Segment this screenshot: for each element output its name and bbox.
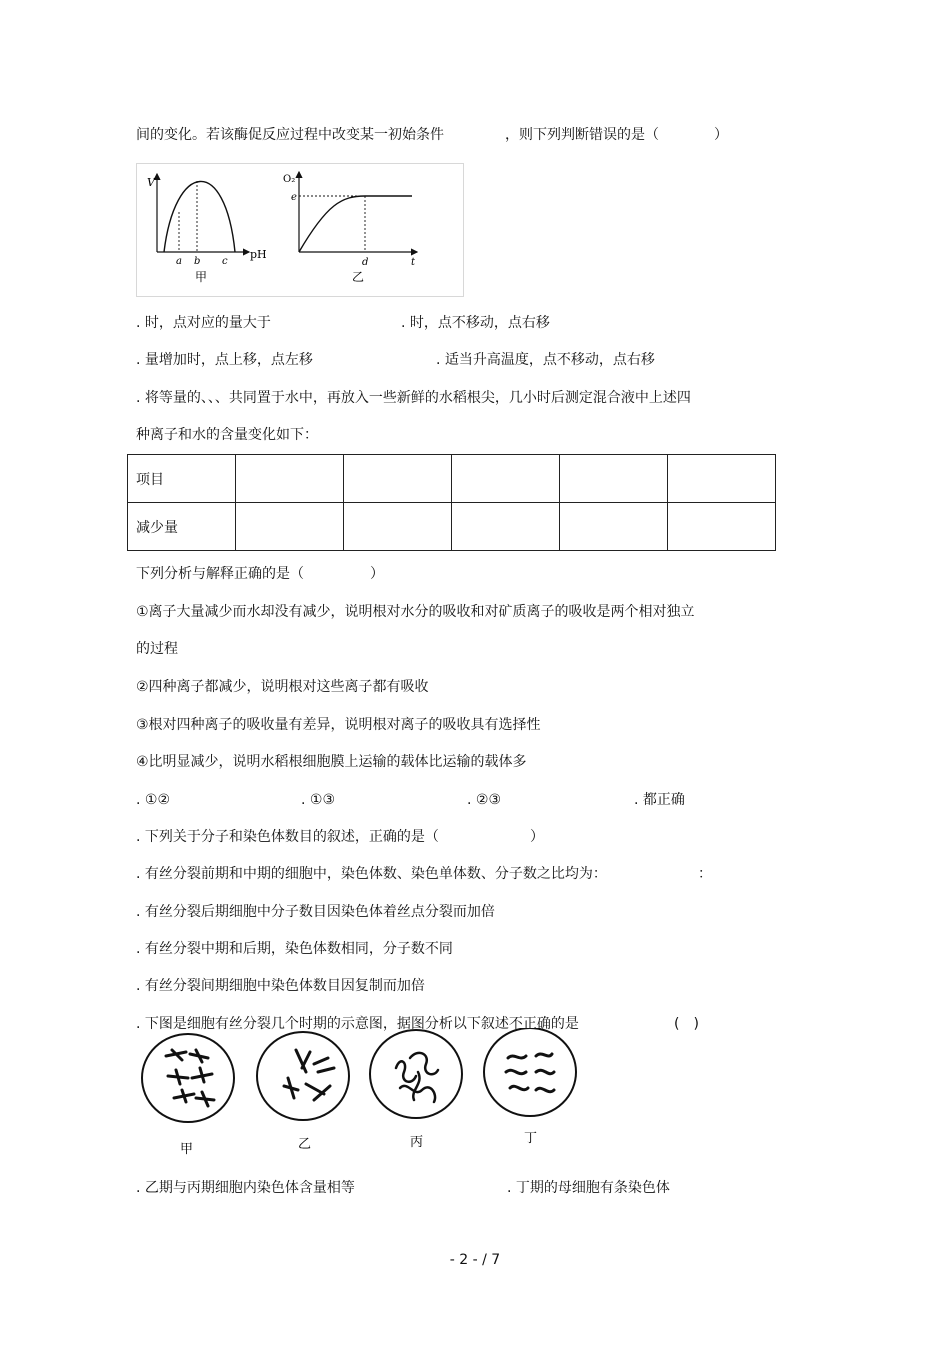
yi-tick-d: d — [362, 257, 369, 268]
graph-yi — [283, 172, 417, 284]
q2-option-d: . 都正确 — [634, 792, 685, 808]
q3-option-d: . 有丝分裂间期细胞中染色体数目因复制而加倍 — [136, 978, 425, 994]
yi-y-label: O₂ — [283, 174, 296, 185]
cell-ding-label: 丁 — [524, 1131, 538, 1146]
q2-stem-line2: 种离子和水的含量变化如下： — [136, 427, 318, 443]
enzyme-figure — [136, 163, 464, 297]
jia-tick-c: c — [222, 256, 228, 267]
jia-curve — [164, 181, 235, 252]
q2-stem-line1: . 将等量的、、、共同置于水中，再放入一些新鲜的水稻根尖，几小时后测定混合液中上述四 — [136, 390, 691, 406]
table-row — [128, 503, 776, 551]
q2-statement-4: ④比明显减少，说明水稻根细胞膜上运输的载体比运输的载体多 — [136, 754, 527, 770]
q1-option-c: . 量增加时，点上移，点左移 — [136, 352, 313, 368]
enzyme-graphs-svg — [137, 164, 463, 296]
cell-yi — [257, 1032, 349, 1152]
table-row — [128, 455, 776, 503]
q3-stem: . 下列关于分子和染色体数目的叙述，正确的是（ — [136, 829, 439, 845]
q2-option-c: . ②③ — [467, 792, 502, 808]
table-cell — [668, 455, 776, 503]
q1-option-d: . 适当升高温度，点不移动，点右移 — [436, 352, 655, 368]
q3-option-c: . 有丝分裂中期和后期，染色体数相同，分子数不同 — [136, 941, 453, 957]
q1-option-a: . 时，点对应的量大于 — [136, 315, 271, 331]
q2-statement-3: ③根对四种离子的吸收量有差异，说明根对离子的吸收具有选择性 — [136, 717, 541, 733]
q4-option-a: . 乙期与丙期细胞内染色体含量相等 — [136, 1180, 355, 1196]
intro-text — [136, 126, 444, 144]
table-cell — [236, 455, 344, 503]
ion-table — [127, 454, 776, 551]
q2-statement-1-cont: 的过程 — [136, 641, 178, 657]
q2-question: 下列分析与解释正确的是（ — [136, 566, 304, 582]
intro-text-2 — [505, 126, 659, 144]
q2-statement-1: ①离子大量减少而水却没有减少，说明根对水分的吸收和对矿质离子的吸收是两个相对独立 — [136, 604, 695, 620]
intro-part2: ，则下列判断错误的是（ — [505, 127, 659, 143]
table-cell — [452, 455, 560, 503]
intro-close-paren: ） — [714, 127, 728, 143]
q4-stem: . 下图是细胞有丝分裂几个时期的示意图，据图分析以下叙述不正确的是 — [136, 1016, 579, 1032]
cell-yi-label: 乙 — [298, 1137, 312, 1152]
yi-tick-e: e — [291, 192, 297, 203]
cell-bing-label: 丙 — [410, 1135, 424, 1150]
row-header-item: 项目 — [128, 455, 236, 503]
yi-caption: 乙 — [352, 270, 365, 284]
table-cell — [560, 503, 668, 551]
q4-option-b: . 丁期的母细胞有条染色体 — [507, 1180, 670, 1196]
q2-statement-2: ②四种离子都减少，说明根对这些离子都有吸收 — [136, 679, 429, 695]
graph-jia — [147, 174, 267, 284]
jia-x-label: pH — [250, 248, 267, 261]
table-cell — [344, 455, 452, 503]
cell-ding — [484, 1028, 576, 1146]
intro-part1: 间的变化。若该酶促反应过程中改变某一初始条件 — [136, 127, 444, 143]
cell-jia-label: 甲 — [180, 1142, 194, 1157]
q3-option-b: . 有丝分裂后期细胞中分子数目因染色体着丝点分裂而加倍 — [136, 904, 495, 920]
table-cell — [560, 455, 668, 503]
row-header-reduction: 减少量 — [128, 503, 236, 551]
q3-option-a-colon: ： — [698, 866, 712, 882]
q2-question-close: ） — [370, 566, 384, 582]
cell-jia — [142, 1034, 234, 1157]
table-cell — [344, 503, 452, 551]
jia-tick-b: b — [194, 256, 201, 267]
yi-curve — [299, 196, 412, 252]
q4-stem-paren: ( ) — [674, 1016, 699, 1032]
q2-option-a: . ①② — [136, 792, 171, 808]
page-number: - 2 - / 7 — [449, 1252, 501, 1268]
mitosis-cells-svg — [138, 1028, 583, 1158]
mitosis-figure — [138, 1028, 583, 1158]
q1-option-b: . 时，点不移动，点右移 — [401, 315, 550, 331]
jia-caption: 甲 — [195, 270, 208, 284]
jia-y-label: V — [147, 176, 155, 189]
yi-x-label: t — [411, 257, 416, 268]
table-cell — [668, 503, 776, 551]
q2-option-b: . ①③ — [301, 792, 336, 808]
jia-tick-a: a — [176, 256, 182, 267]
q3-option-a: . 有丝分裂前期和中期的细胞中，染色体数、染色单体数、分子数之比均为： — [136, 866, 607, 882]
table-cell — [452, 503, 560, 551]
cell-bing — [370, 1030, 462, 1150]
q3-stem-close: ） — [530, 829, 544, 845]
table-cell — [236, 503, 344, 551]
